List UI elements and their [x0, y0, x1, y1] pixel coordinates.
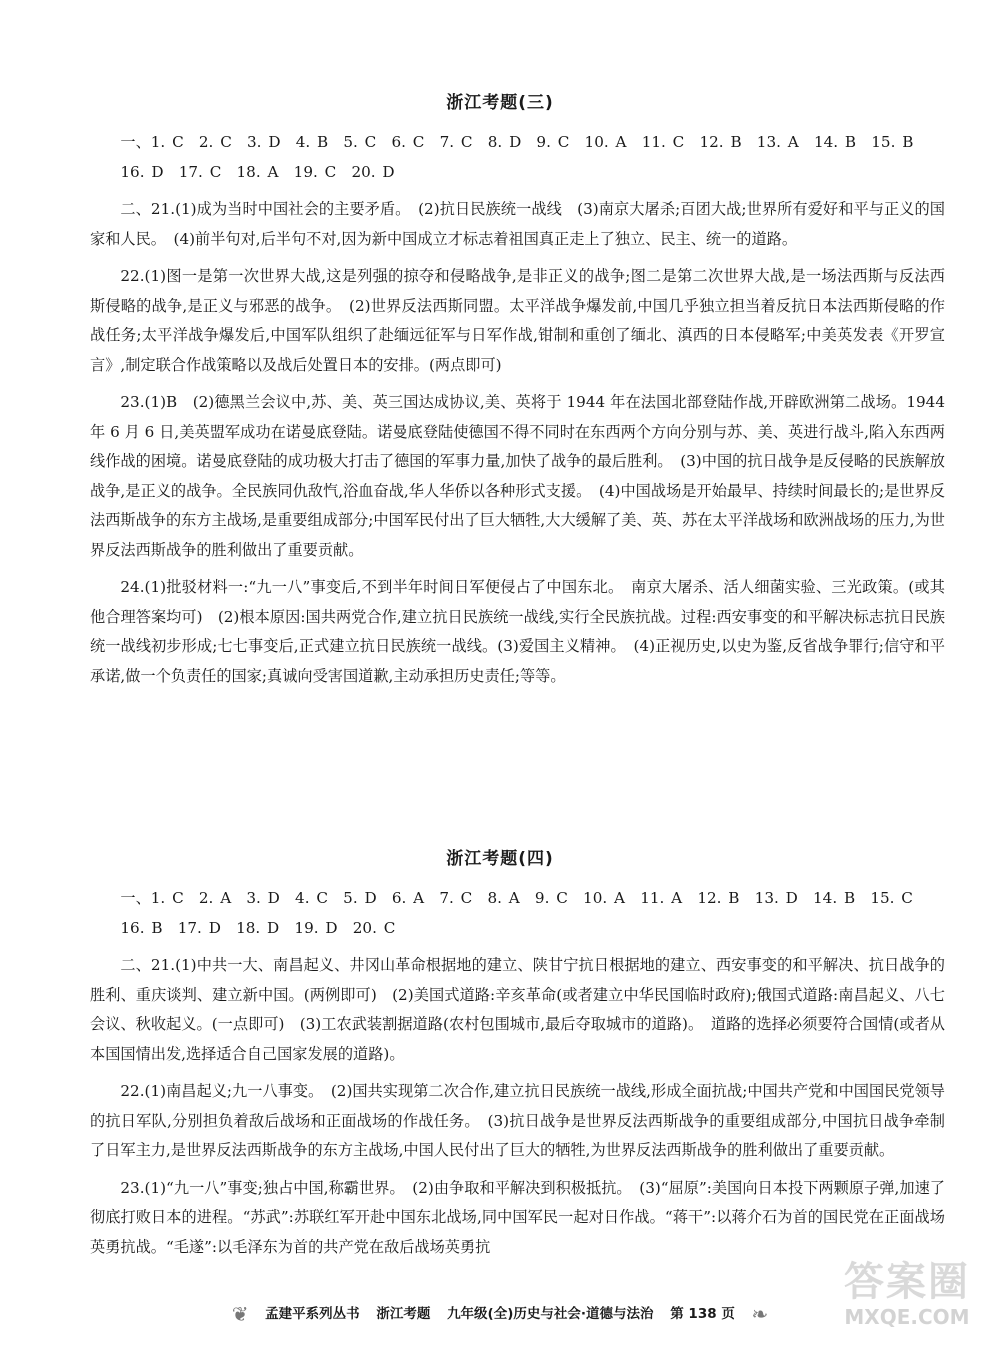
watermark-url: MXQE.COM [844, 1305, 970, 1329]
footer-page-number: 第 138 页 [670, 1306, 735, 1322]
section-4-answers [90, 884, 945, 1262]
answer-q22: 22.(1)图一是第一次世界大战,这是列强的掠夺和侵略战争,是非正义的战争;图二是第二次世界大战,是一场法西斯与反法西斯侵略的战争,是正义与邪恶的战争。 (2)世界反法西斯同盟。太平洋战争爆发前,中国几乎独立担当着反抗日本法西斯侵略的作战任务;太平洋战争爆发后,中国军队组织了赴缅远征军与日军作战,钳制和重创了缅北、滇西的日本侵略军;中美英发表《开罗宣言》,制定联合作战策略以及战后处置日本的安排。(两点即可) [90, 267, 945, 374]
mc-answers-line-1: 一、1. C 2. A 3. D 4. C 5. D 6. A 7. C 8. A 9. C 10. A 11. A 12. B 13. D 14. B 15. C [120, 889, 913, 907]
right-ornament-icon: ❧ [751, 1302, 769, 1326]
answer-q23: 23.(1)B (2)德黑兰会议中,苏、美、英三国达成协议,美、英将于 1944 年在法国北部登陆作战,开辟欧洲第二战场。1944 年 6 月 6 日,美英盟军成功在诺曼底登陆。诺曼底登陆使德国不得不同时在东西两个方向分别与苏、美、英进行战斗,陷入东西两线作战的困境。诺曼底登陆的成功极大打击了德国的军事力量,加快了战争的最后胜利。 (3)中国的抗日战争是反侵略的民族解放战争,是正义的战争。全民族同仇敌忾,浴血奋战,华人华侨以各种形式支援。 (4)中国战场是开始最早、持续时间最长的;是世界反法西斯战争的东方主战场,是重要组成部分;中国军民付出了巨大牺牲,大大缓解了美、英、苏在太平洋战场和欧洲战场的压力,为世界反法西斯战争的胜利做出了重要贡献。 [90, 393, 945, 559]
watermark [832, 1258, 982, 1338]
footer-book: 浙江考题 [376, 1306, 431, 1322]
section-3-answers [90, 128, 945, 691]
footer-subject: 九年级(全)历史与社会·道德与法治 [447, 1306, 654, 1322]
watermark-logo: 答案圈 [844, 1259, 970, 1305]
left-ornament-icon: ❦ [231, 1302, 249, 1326]
section-title-3: 浙江考题(三) [446, 93, 554, 113]
answer-q21: 二、21.(1)成为当时中国社会的主要矛盾。 (2)抗日民族统一战线 (3)南京大屠杀;百团大战;世界所有爱好和平与正义的国家和人民。 (4)前半句对,后半句不对,因为新中国成立才标志着祖国真正走上了独立、民主、统一的道路。 [90, 200, 945, 248]
mc-answers-line-1: 一、1. C 2. C 3. D 4. B 5. C 6. C 7. C 8. D 9. C 10. A 11. C 12. B 13. A 14. B 15. B [120, 133, 914, 151]
answer-q23: 23.(1)“九一八”事变;独占中国,称霸世界。 (2)由争取和平解决到积极抵抗。 (3)“屈原”:美国向日本投下两颗原子弹,加速了彻底打败日本的进程。“苏武”:苏联红军开赴中国东北战场,同中国军民一起对日作战。“蒋干”:以蒋介石为首的国民党在正面战场英勇抗战。“毛遂”:以毛泽东为首的共产党在敌后战场英勇抗 [90, 1178, 945, 1256]
answer-q24: 24.(1)批驳材料一:“九一八”事变后,不到半年时间日军便侵占了中国东北。 南京大屠杀、活人细菌实验、三光政策。(或其他合理答案均可) (2)根本原因:国共两党合作,建立抗日民族统一战线,实行全民族抗战。过程:西安事变的和平解决标志抗日民族统一战线初步形成;七七事变后,正式建立抗日民族统一战线。(3)爱国主义精神。 (4)正视历史,以史为鉴,反省战争罪行;信守和平承诺,做一个负责任的国家;真诚向受害国道歉,主动承担历史责任;等等。 [90, 578, 945, 685]
answer-q21: 二、21.(1)中共一大、南昌起义、井冈山革命根据地的建立、陕甘宁抗日根据地的建立、西安事变的和平解决、抗日战争的胜利、重庆谈判、建立新中国。(两例即可) (2)美国式道路:辛亥革命(或者建立中华民国临时政府);俄国式道路:南昌起义、八七会议、秋收起义。(一点即可) (3)工农武装割据道路(农村包围城市,最后夺取城市的道路)。 道路的选择必须要符合国情(或者从本国国情出发,选择适合自己国家发展的道路)。 [90, 956, 945, 1063]
footer-series: 孟建平系列丛书 [265, 1306, 360, 1322]
answer-q22: 22.(1)南昌起义;九一八事变。 (2)国共实现第二次合作,建立抗日民族统一战线,形成全面抗战;中国共产党和中国国民党领导的抗日军队,分别担负着敌后战场和正面战场的作战任务。 (3)抗日战争是世界反法西斯战争的重要组成部分,中国抗日战争牵制了日军主力,是世界反法西斯战争的东方主战场,中国人民付出了巨大的牺牲,为世界反法西斯战争的胜利做出了重要贡献。 [90, 1082, 945, 1159]
mc-answers-line-2: 16. D 17. C 18. A 19. C 20. D [120, 162, 395, 181]
mc-answers-line-2: 16. B 17. D 18. D 19. D 20. C [120, 918, 396, 937]
section-title-4: 浙江考题(四) [446, 849, 554, 869]
